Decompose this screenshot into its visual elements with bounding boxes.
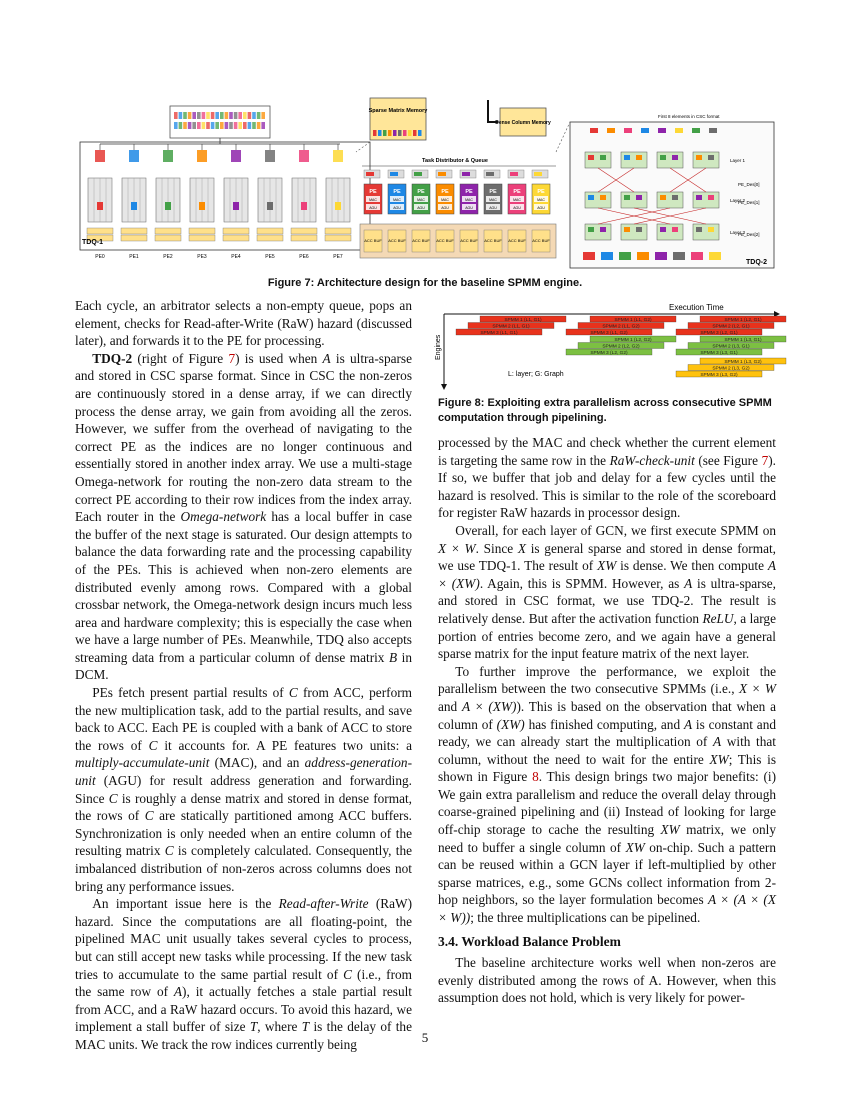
pe-mac-label: MAC [393,198,401,202]
tdq1-queue-head [265,150,275,162]
pipeline-bar-label: SPMM 3 (L3, G2) [700,373,738,378]
input-buffer-cell [225,112,229,119]
tdq2-pe-output [673,252,685,260]
tdq2-pe-output [583,252,595,260]
tdq1-panel [80,106,370,260]
omega-layer-label: Layer 3 [730,230,746,235]
tdq1-agu-box [325,235,351,241]
tdq2-pe-output [637,252,649,260]
figure-8-ref[interactable]: 8 [532,769,539,785]
pe-agu-label: AGU [393,206,401,210]
tdq1-queue-entry [131,202,137,210]
router-buffer [660,195,666,200]
tdq1-queue-entry [233,202,239,210]
pipeline-bar-label: SPMM 1 (L1, G1) [504,318,542,323]
pe-mac-label: MAC [489,198,497,202]
tdq2-pe-output [709,252,721,260]
dense-memory-label: Dense Column Memory [495,120,551,126]
input-buffer-cell [197,122,201,129]
tdq2-pe-output [655,252,667,260]
csc-element [624,128,632,133]
paragraph-overall: Overall, for each layer of GCN, we first execute SPMM on X × W. Since X is general sparse and stored in dense format, we use TDQ-1. The result of XW is dense. We then compute A × (XW). Again, this is SPMM. However, as A is ultra-sparse, and stored in CSC format, we use TDQ-2. The result is relatively dense. But after the activation function ReLU, a large portion of entries become zero, and we again have a general sparse matrix for the input feature matrix of the next layer. [438,522,777,662]
router-buffer [672,195,678,200]
tdq1-agu-box [189,235,215,241]
pipeline-bar-label: SPMM 1 (L2, G1) [724,318,762,323]
paragraph-pipelining: To further improve the performance, we exploit the parallelism between the two consecutive SPMMs (i.e., X × W and A × (XW)). This is based on the observation that when a column of (XW) has finished computing, and A is constant and ready, we can already start the multiplication of A with that column, without the need to wait for the entire XW; This is shown in Figure 8. This design brings two major benefits: (i) We gain extra parallelism and reduce the overall delay through coarse-grained pipelining and (ii) Instead of looking for large off-chip storage to cache the resulting XW matrix, we only need to buffer a single column of XW on-chip. Such a pattern can be reused within a GCN layer if left-multiplied by other sparse matrices, e.g., some GCNs collect information from 2-hop neighbors, so the layer formulation becomes A × (A × (X × W)); the three multiplications can be pipelined. [438,663,777,926]
pe-mac-label: MAC [465,198,473,202]
sparse-memory-cell [373,130,377,136]
tdq1-mac-box [189,228,215,234]
pipeline-bar-label: SPMM 2 (L3, G2) [712,366,750,372]
acc-buffer-label: ACC BUF [364,238,382,243]
sparse-memory-cell [388,130,392,136]
tdq1-queue-entry [165,202,171,210]
csc-element [675,128,683,133]
tdq2-panel [570,114,774,268]
csc-element [590,128,598,133]
input-buffer-cell [261,112,265,119]
tdq2-pe-output [601,252,613,260]
engines-label: Engines [435,334,442,360]
task-queue-entry [486,172,494,176]
acc-buffer-label: ACC BUF [532,238,550,243]
pe-mac-label: MAC [513,198,521,202]
pipeline-bar-label: SPMM 3 (L2, G2) [590,351,628,356]
figure-7-architecture-diagram [70,92,780,272]
router-buffer [600,155,606,160]
pipeline-bar-label: SPMM 2 (L2, G2) [602,344,640,350]
middle-panel [360,98,556,258]
input-buffer-cell [215,112,219,119]
acc-buffer-label: ACC BUF [460,238,478,243]
acc-buffer-label: ACC BUF [436,238,454,243]
tdq1-pe-label: PE7 [333,254,343,260]
input-buffer-cell [206,122,210,129]
pipeline-bar-label: SPMM 1 (L3, G2) [724,360,762,365]
task-queue-entry [534,172,542,176]
router-buffer [624,227,630,232]
csc-format-note: First 8 elements in CSC format [658,114,720,119]
input-buffer-cell [243,122,247,129]
paragraph-arbitrator: Each cycle, an arbitrator selects a non-empty queue, pops an element, checks for Read-after-Write (RaW) hazard (discussed later), and forwards it to the PE for processing. [75,298,412,349]
input-buffer-cell [248,112,252,119]
pe-mac-label: MAC [441,198,449,202]
router-buffer [660,155,666,160]
figure-7-caption: Figure 7: Architecture design for the baseline SPMM engine. [267,277,583,289]
tdq1-pe-label: PE1 [129,254,139,260]
input-buffer-cell [229,122,233,129]
paragraph-tdq2: TDQ-2 (right of Figure 7) is used when A is ultra-sparse and stored in CSC sparse format. Since in CSC the non-zeros are continuously stored in a dense array, if we can directly process the dense array, we gain from avoiding all the zeros. However, we suffer from the overhead of navigating to the correct PE as the indices are no longer continuous and essentially stored in another index array. We use a multi-stage Omega-network for routing the non-zero data stream to the correct PE according to their row indices from the index array. Each router in the Omega-network has a local buffer in case the buffer of the next stage is saturated. Our design attempts to balance the data forwarding rate and the processing capability of the PEs. This is achieved when non-zero elements are distributed evenly among rows. Compared with a global crossbar network, the Omega-network design incurs much less area and hardware complexity; this is especially the case when we have a large number of PEs. Meanwhile, TDQ also accepts streaming data from a particular column of dense matrix B in DCM. [75,350,412,683]
csc-element [658,128,666,133]
sparse-memory-cell [403,130,407,136]
tdq1-pe-label: PE3 [197,254,207,260]
input-buffer-cell [252,112,256,119]
tdq1-queue-head [333,150,343,162]
input-buffer-cell [211,122,215,129]
input-buffer-cell [174,112,178,119]
tdq1-mac-box [223,228,249,234]
left-column [75,297,412,1054]
input-buffer-cell [192,112,196,119]
acc-buffer-label: ACC BUF [484,238,502,243]
input-buffer-cell [261,122,265,129]
sparse-memory-cell [418,130,422,136]
router-buffer [696,227,702,232]
router-buffer [636,195,642,200]
router-buffer [600,195,606,200]
input-buffer-cell [211,112,215,119]
pipeline-bar-label: SPMM 3 (L1, G2) [590,331,628,336]
csc-element [709,128,717,133]
tdq2-pe-output [619,252,631,260]
router-buffer [708,195,714,200]
tdq1-mac-box [121,228,147,234]
task-queue-entry [438,172,446,176]
input-buffer-cell [234,112,238,119]
tdq2-pe-output [691,252,703,260]
pipeline-bar-label: SPMM 2 (L1, G1) [492,324,530,330]
legend-label: L: layer; G: Graph [508,371,564,378]
input-buffer-cell [183,122,187,129]
tdq1-agu-box [223,235,249,241]
pe-agu-label: AGU [537,206,545,210]
router-buffer [588,155,594,160]
tdq1-label: TDQ-1 [82,239,103,246]
task-queue-entry [366,172,374,176]
input-buffer-cell [202,112,206,119]
tdq1-queue-entry [199,202,205,210]
sparse-memory-cell [383,130,387,136]
sparse-memory-cell [408,130,412,136]
tdq1-queue-entry [335,202,341,210]
tdq1-queue-entry [97,202,103,210]
input-buffer-cell [257,122,261,129]
pe-block-label: PE [441,189,449,195]
pe-agu-label: AGU [513,206,521,210]
router-buffer [660,227,666,232]
router-buffer [600,227,606,232]
input-buffer-cell [179,122,183,129]
figure-8-pipeline-chart [436,300,780,392]
tdq1-queue-entry [267,202,273,210]
input-buffer-cell [234,122,238,129]
router-buffer [624,155,630,160]
pe-block-label: PE [489,189,497,195]
input-buffer-cell [252,122,256,129]
input-buffer-cell [225,122,229,129]
csc-element [641,128,649,133]
input-buffer-cell [206,112,210,119]
pe-mac-label: MAC [417,198,425,202]
pe-agu-label: AGU [369,206,377,210]
tdq1-queue-entry [301,202,307,210]
tdq1-mac-box [155,228,181,234]
pipeline-bar-label: SPMM 1 (L3, G1) [724,338,762,343]
router-buffer [672,155,678,160]
pipeline-bar-label: SPMM 3 (L2, G1) [700,331,738,336]
figure-7-ref[interactable]: 7 [228,350,236,366]
pipeline-bar-label: SPMM 2 (L1, G2) [602,324,640,330]
input-buffer-cell [192,122,196,129]
router-buffer [624,195,630,200]
pe-mac-label: MAC [369,198,377,202]
input-buffer-cell [220,112,224,119]
pipeline-bar-label: SPMM 2 (L2, G1) [712,324,750,330]
input-buffer-cell [197,112,201,119]
omega-layer-label: Layer 2 [730,198,746,203]
input-buffer-cell [238,112,242,119]
pipeline-bar-label: SPMM 2 (L3, G1) [712,344,750,350]
input-buffer-cell [183,112,187,119]
router-buffer [672,227,678,232]
sparse-memory-label: Sparse Matrix Memory [368,108,428,114]
input-buffer-cell [174,122,178,129]
input-buffer-cell [188,122,192,129]
paragraph-raw-check: processed by the MAC and check whether the current element is targeting the same row in the RaW-check-unit (see Figure 7). If so, we buffer that job and delay for a few cycles until the hazard is resolved. This is similar to the role of the scoreboard for register RaW hazards in processor design. [438,435,776,521]
router-buffer [696,195,702,200]
pe-block-label: PE [513,189,521,195]
tdq1-mac-box [87,228,113,234]
pe-agu-label: AGU [417,206,425,210]
figure-8-caption: Figure 8: Exploiting extra parallelism across consecutive SPMM computation through pipelining. [438,397,772,424]
tdq1-queue-head [95,150,105,162]
tdq1-queue-head [299,150,309,162]
task-queue-entry [414,172,422,176]
pe-block-label: PE [537,189,545,195]
pe-agu-label: AGU [441,206,449,210]
router-buffer [636,227,642,232]
router-buffer [696,155,702,160]
input-buffer-cell [229,112,233,119]
input-buffer-cell [179,112,183,119]
sparse-memory-cell [378,130,382,136]
task-queue-entry [390,172,398,176]
execution-time-label: Execution Time [669,303,724,312]
pe-agu-label: AGU [465,206,473,210]
input-buffer-cell [243,112,247,119]
tdq1-agu-box [257,235,283,241]
input-buffer-cell [215,122,219,129]
tdq2-label: TDQ-2 [746,259,767,266]
figure-7-ref-2[interactable]: 7 [761,452,769,468]
input-buffer-cell [188,112,192,119]
tdq1-pe-label: PE2 [163,254,173,260]
tdq1-pe-label: PE6 [299,254,309,260]
input-buffer-cell [248,122,252,129]
tdq1-queue-head [197,150,207,162]
pe-mac-label: MAC [537,198,545,202]
tdq1-queue-head [163,150,173,162]
sparse-memory-cell [393,130,397,136]
acc-buffer-label: ACC BUF [508,238,526,243]
router-buffer [708,155,714,160]
sparse-memory-cell [398,130,402,136]
pe-block-label: PE [393,189,401,195]
page-number: 5 [421,1030,429,1045]
tdq1-agu-box [155,235,181,241]
pe-block-label: PE [369,189,377,195]
tdq1-mac-box [291,228,317,234]
section-heading-workload-balance: 3.4. Workload Balance Problem [438,933,621,949]
tdq1-pe-label: PE5 [265,254,275,260]
input-buffer-cell [238,122,242,129]
pe-block-label: PE [465,189,473,195]
task-queue-entry [510,172,518,176]
pe-dest-3-label: PE_Des[2] [738,232,760,237]
paragraph-workload: The baseline architecture works well when non-zeros are evenly distributed among the rows of A. However, when this assumption does not hold, which is very likely for power- [438,955,776,1006]
csc-element [607,128,615,133]
input-buffer-cell [220,122,224,129]
tdq1-mac-box [325,228,351,234]
tdq1-agu-box [291,235,317,241]
tdq1-pe-label: PE0 [95,254,105,260]
input-buffer-cell [202,122,206,129]
tdq1-queue-head [231,150,241,162]
pe-agu-label: AGU [489,206,497,210]
acc-buffer-label: ACC BUF [412,238,430,243]
pipeline-bar-label: SPMM 1 (L1, G2) [614,318,652,323]
paragraph-pes: PEs fetch present partial results of C from ACC, perform the new multiplication task, add to the partial results, and save back to ACC. Each PE is coupled with a bank of ACC to store the rows of C it accounts for. A PE features two units: a multiply-accumulate-unit (MAC), and an address-generation-unit (AGU) for result address generation and forwarding. Since C is roughly a dense matrix and stored in dense format, the rows of C are statically partitioned among ACC buffers. Synchronization is only needed when an entire column of the resulting matrix C is completely calculated. Consequently, the imbalanced distribution of non-zeros across columns does not bring any performance issues. [75,685,412,894]
router-buffer [588,227,594,232]
tdq1-queue-head [129,150,139,162]
acc-buffer-label: ACC BUF [388,238,406,243]
pipeline-bar-label: SPMM 3 (L1, G1) [480,331,518,336]
task-distributor-label: Task Distributor & Queue [422,158,488,164]
task-queue-entry [462,172,470,176]
router-buffer [636,155,642,160]
paragraph-raw-hazard: An important issue here is the Read-after-Write (RaW) hazard. Since the computations are all floating-point, the pipelined MAC unit usually takes several cycles to process, but can still accept new tasks while processing. If the new task tries to accumulate to the same partial result of C (i.e., from the same row of A), it actually fetches a stale partial result from ACC, and a RaW hazard occurs. To avoid this hazard, we implement a stall buffer of size T, where T is the delay of the MAC units. We track the row indices currently being [75,896,412,1052]
tdq1-pe-label: PE4 [231,254,241,260]
pe-dest-2-label: PE_Des[1] [738,200,760,205]
input-buffer-cell [257,112,261,119]
sparse-memory-cell [413,130,417,136]
pipeline-bar-label: SPMM 1 (L2, G2) [614,338,652,343]
tdq1-mac-box [257,228,283,234]
right-column [438,434,776,1007]
omega-layer-label: Layer 1 [730,158,746,163]
router-buffer [708,227,714,232]
pe-dest-1-label: PE_Des[0] [738,182,760,187]
pe-block-label: PE [417,189,425,195]
pipeline-bar-label: SPMM 3 (L3, G1) [700,351,738,356]
csc-element [692,128,700,133]
tdq1-agu-box [121,235,147,241]
router-buffer [588,195,594,200]
